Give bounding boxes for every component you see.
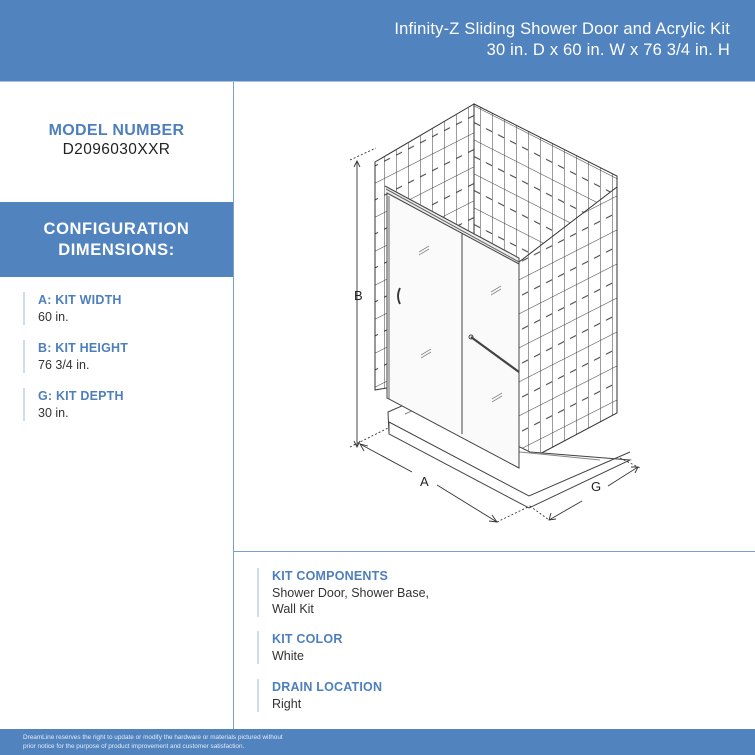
model-number-label: MODEL NUMBER: [48, 122, 185, 139]
detail-label: KIT COMPONENTS: [272, 569, 388, 583]
horizontal-divider: [233, 551, 755, 552]
spec-label: G: KIT DEPTH: [38, 389, 124, 403]
dimension-label-g: G: [591, 479, 602, 494]
spec-label: B: KIT HEIGHT: [38, 341, 129, 355]
detail-drain-location: [257, 679, 382, 712]
product-title: Infinity-Z Sliding Shower Door and Acrylic Kit: [394, 20, 730, 38]
config-heading-line1: CONFIGURATION: [43, 220, 190, 238]
spec-kit-width: [23, 292, 122, 325]
spec-value: 76 3/4 in.: [38, 358, 90, 372]
config-heading-line2: DIMENSIONS:: [58, 241, 175, 259]
spec-kit-depth: [23, 388, 124, 421]
detail-label: DRAIN LOCATION: [272, 680, 383, 694]
shower-kit-diagram: [234, 82, 755, 551]
model-number-value: D2096030XXR: [62, 141, 171, 158]
detail-value: White: [272, 649, 304, 663]
configuration-dimensions-heading: [0, 202, 233, 277]
dimension-label-a: A: [420, 474, 429, 489]
disclaimer-line2: prior notice for the purpose of product improvement and customer satisfaction.: [23, 742, 245, 750]
spec-kit-height: [23, 340, 128, 373]
detail-value: Wall Kit: [272, 602, 314, 616]
spec-label: A: KIT WIDTH: [38, 293, 122, 307]
detail-kit-color: [257, 631, 343, 664]
dimension-label-b: B: [354, 288, 363, 303]
footer-disclaimer: [0, 729, 755, 755]
detail-kit-components: [257, 568, 429, 617]
detail-value: Shower Door, Shower Base,: [272, 586, 430, 600]
disclaimer-line1: DreamLine reserves the right to update or modify the hardware or materials pictured without: [23, 734, 283, 741]
product-dimensions: 30 in. D x 60 in. W x 76 3/4 in. H: [486, 41, 730, 59]
spec-value: 30 in.: [38, 406, 69, 420]
detail-label: KIT COLOR: [272, 632, 343, 646]
header-banner: [0, 0, 755, 81]
spec-value: 60 in.: [38, 310, 69, 324]
model-number-block: [0, 122, 233, 159]
detail-value: Right: [272, 697, 302, 711]
